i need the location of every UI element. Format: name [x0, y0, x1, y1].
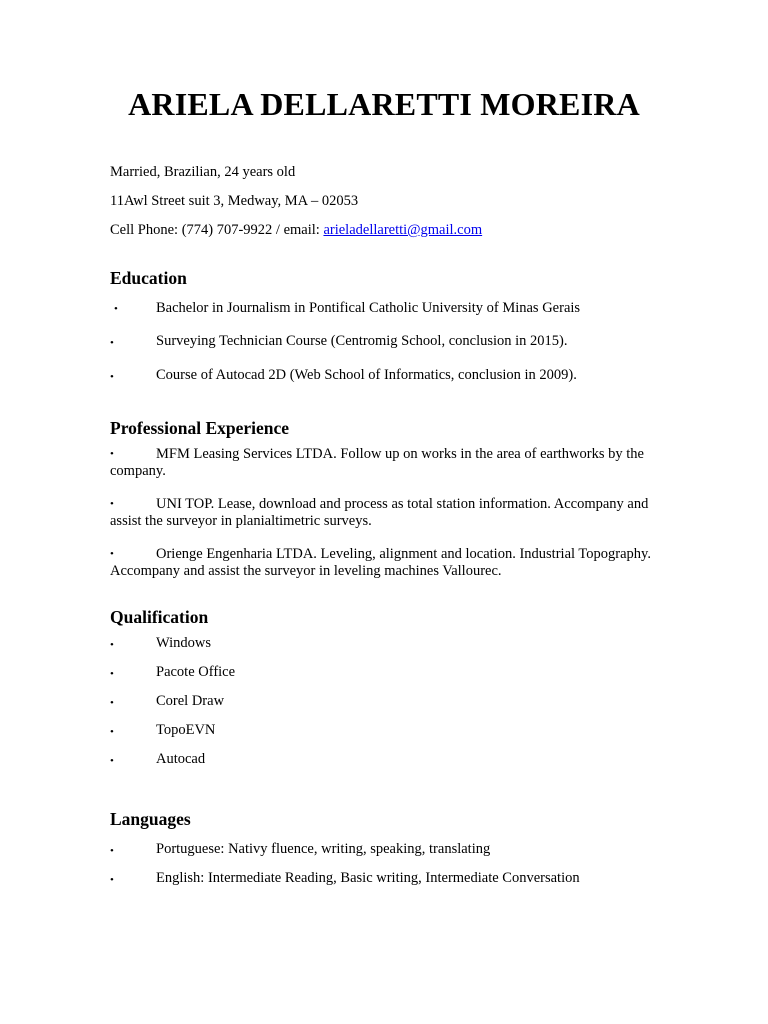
bullet-icon: •	[110, 548, 114, 560]
bullet-icon: •	[110, 874, 114, 886]
bullet-icon: •	[110, 639, 114, 651]
experience-item	[110, 496, 670, 530]
bullet-icon: •	[110, 371, 114, 383]
bullet-icon: •	[110, 755, 114, 767]
education-item: Course of Autocad 2D (Web School of Informatics, conclusion in 2009).	[156, 367, 577, 383]
language-item: Portuguese: Nativy fluence, writing, speaking, translating	[156, 841, 491, 857]
bullet-icon: •	[110, 845, 114, 857]
bullet-icon: •	[110, 668, 114, 680]
bullet-icon: •	[110, 498, 114, 510]
qualification-heading: Qualification	[110, 607, 209, 627]
experience-item-text: UNI TOP. Lease, download and process as total station information. Accompany and assist the surveyor in planialtimetric surveys.	[110, 496, 649, 529]
personal-address: 11Awl Street suit 3, Medway, MA – 02053	[110, 193, 359, 209]
education-item: Surveying Technician Course (Centromig School, conclusion in 2015).	[156, 333, 568, 349]
experience-item	[110, 546, 670, 580]
languages-heading: Languages	[110, 809, 191, 829]
qualification-item: Autocad	[156, 751, 206, 767]
experience-heading: Professional Experience	[110, 418, 290, 438]
qualification-item: TopoEVN	[156, 722, 216, 738]
experience-item-text: Orienge Engenharia LTDA. Leveling, alignment and location. Industrial Topography. Accompany and assist the surveyor in leveling machines Vallourec.	[110, 546, 651, 579]
bullet-icon: •	[110, 448, 114, 460]
language-item: English: Intermediate Reading, Basic writing, Intermediate Conversation	[156, 870, 580, 886]
bullet-icon: •	[110, 697, 114, 709]
email-link[interactable]: arieladellaretti@gmail.com	[323, 222, 483, 238]
bullet-icon: •	[114, 303, 118, 315]
contact-text: Cell Phone: (774) 707-9922 / email:	[110, 222, 324, 238]
personal-contact	[110, 221, 482, 239]
personal-status: Married, Brazilian, 24 years old	[110, 164, 296, 180]
bullet-icon: •	[110, 726, 114, 738]
education-heading: Education	[110, 268, 187, 288]
experience-item	[110, 446, 670, 480]
experience-item-text: MFM Leasing Services LTDA. Follow up on works in the area of earthworks by the company.	[110, 446, 644, 479]
bullet-icon: •	[110, 337, 114, 349]
qualification-item: Windows	[156, 635, 211, 651]
resume-name-heading: ARIELA DELLARETTI MOREIRA	[128, 86, 640, 122]
education-item: Bachelor in Journalism in Pontifical Catholic University of Minas Gerais	[156, 300, 581, 316]
qualification-item: Pacote Office	[156, 664, 236, 680]
qualification-item: Corel Draw	[156, 693, 225, 709]
